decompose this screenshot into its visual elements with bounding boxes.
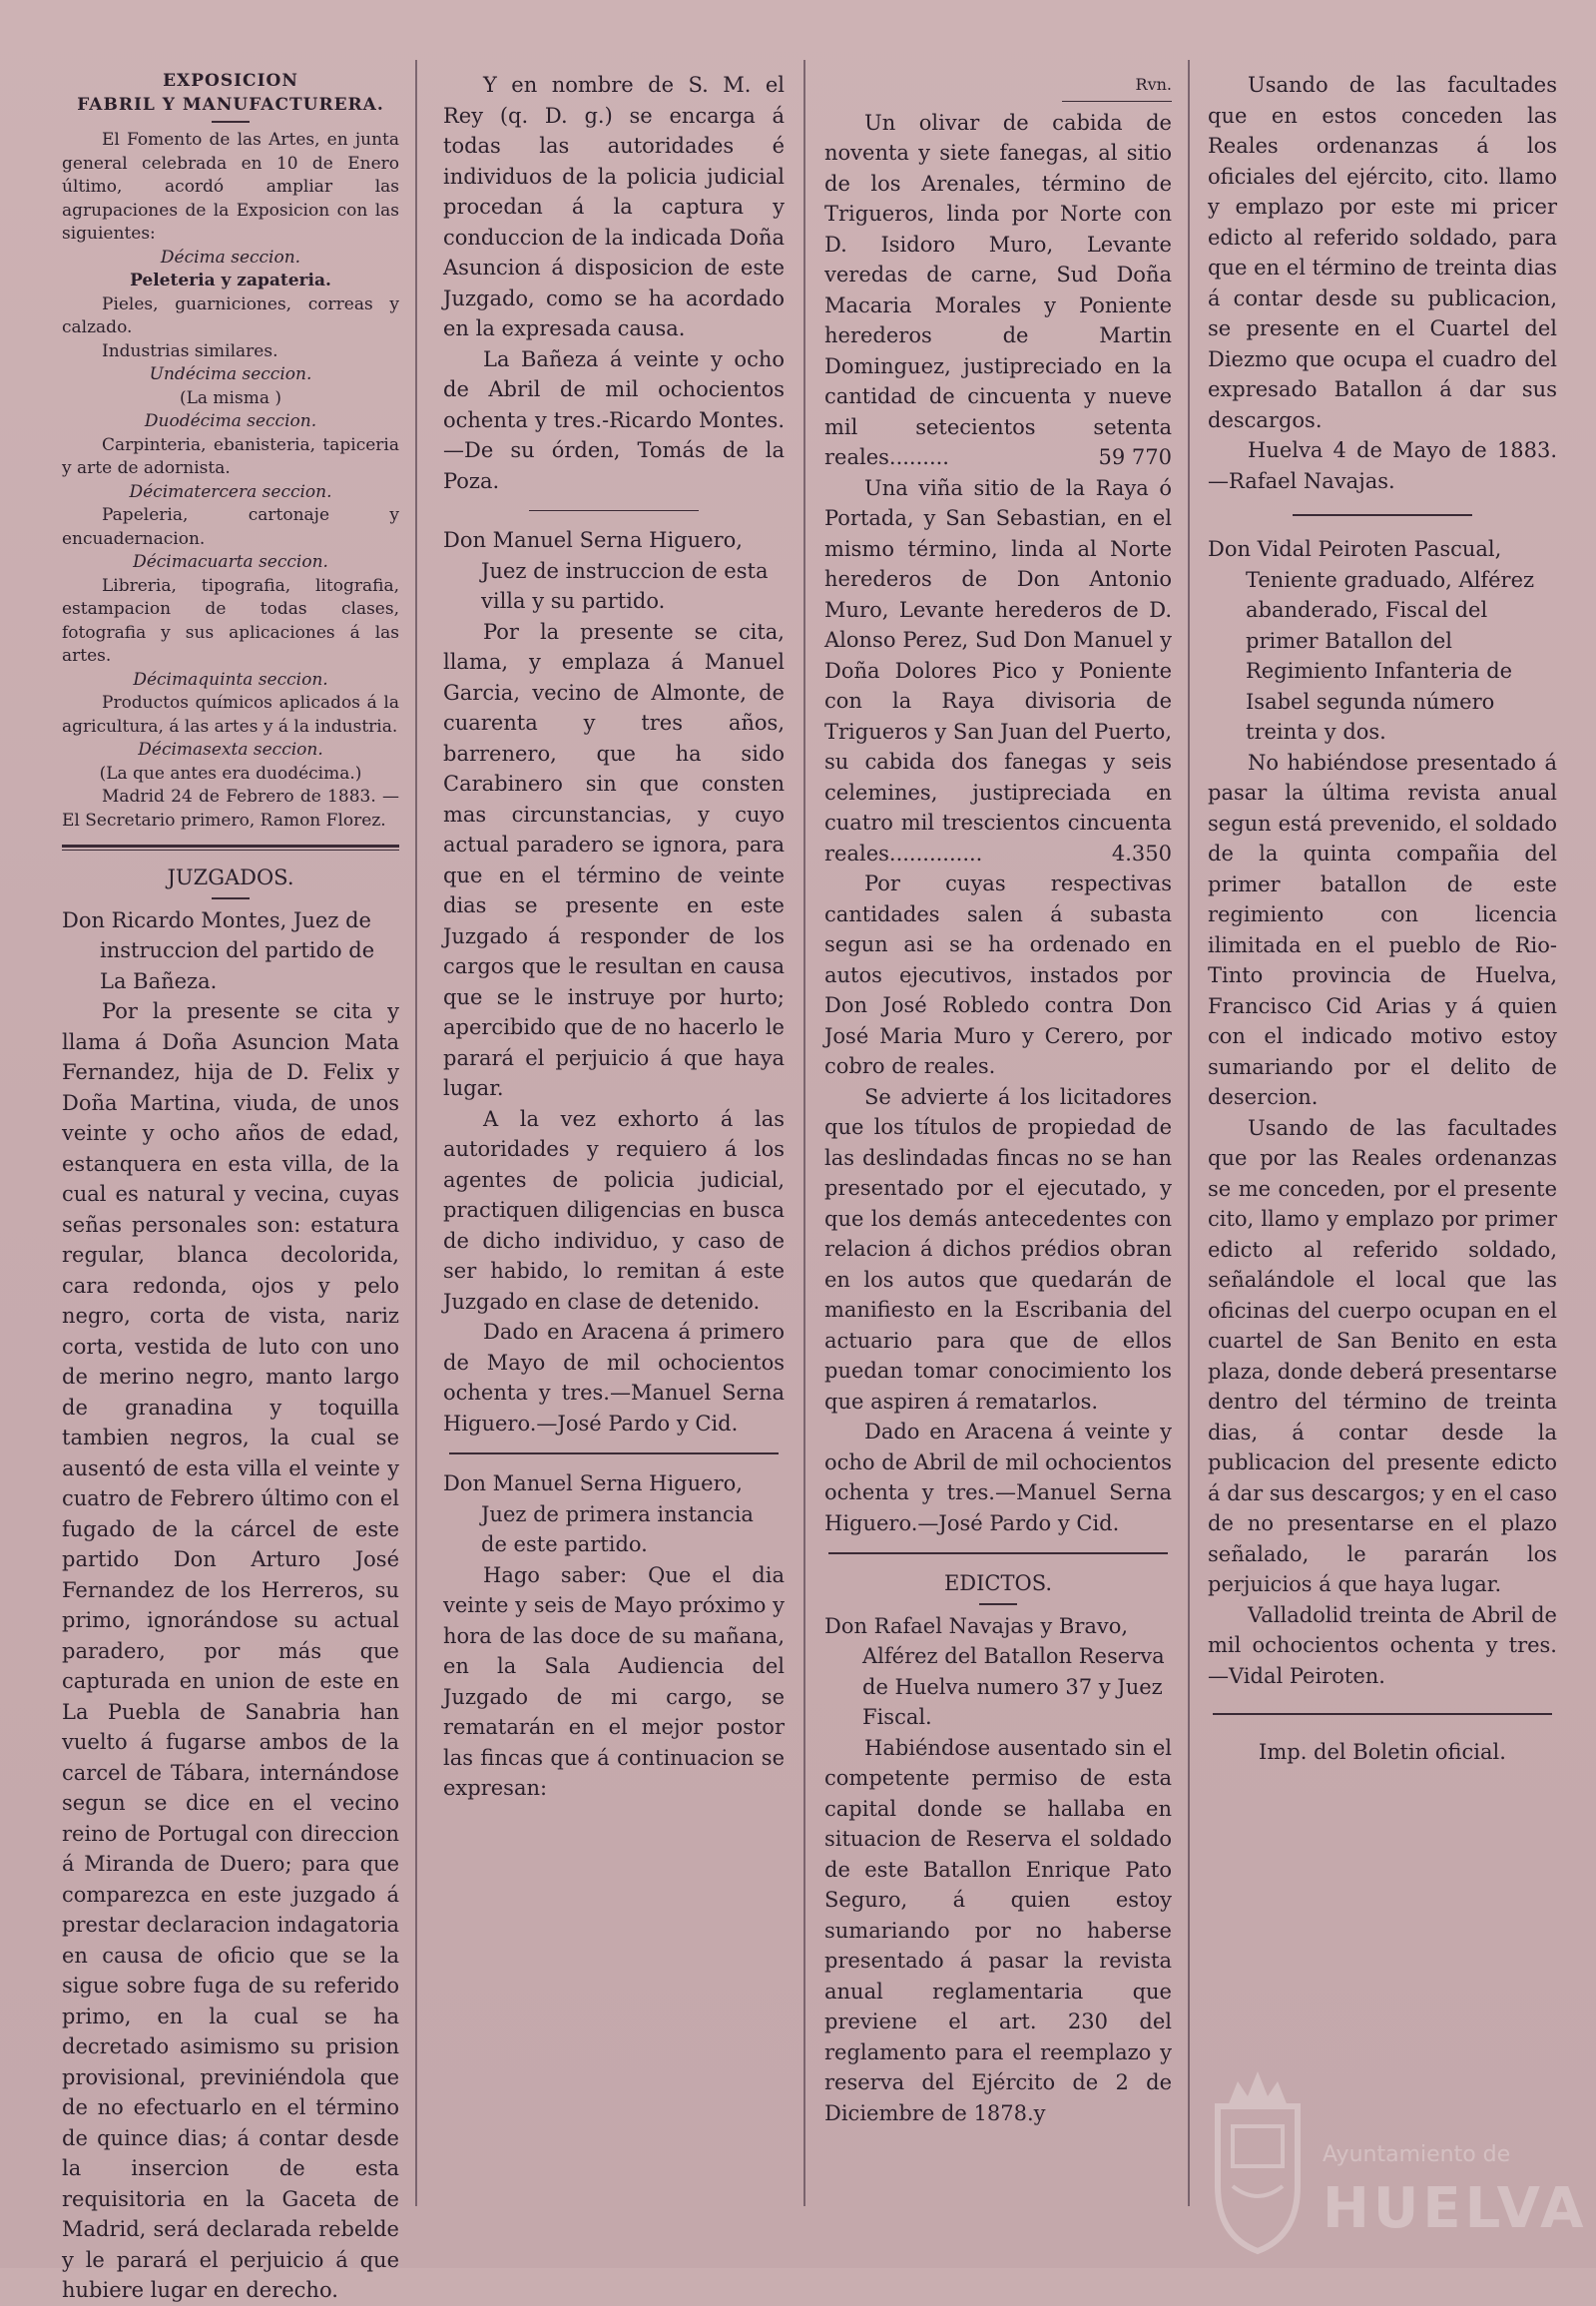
separator (828, 1552, 1168, 1554)
section-title: Décimasexta seccion. (138, 740, 323, 760)
property-value: 59 770 (1098, 445, 1172, 469)
section-title: Décimaquinta seccion. (133, 669, 328, 690)
edict-signature: Dado en Aracena á veinte y ocho de Abril de mil ochocientos ochenta y tres.—Manuel Serna Higuero.—José Pardo y Cid. (824, 1420, 1172, 1535)
edict-body: Por la presente se cita y llama á Doña Asuncion Mata Fernandez, hija de D. Felix y Doña Martina, viuda, de unos veinte y ocho años de edad, estanquera en esta villa, de la cual es natural y vecina, cuyas señas personales son: estatura regular, blanca decolorida, cara redonda, ojos y pelo negro, corta de vista, nariz corta, vestida de luto con uno de merino negro, manto largo de granadina y toquilla tambien negros, la cual se ausentó de esta villa el veinte y cuatro de Febrero último con el fugado de la cárcel de este partido Don Arturo José Fernandez de los Herreros, su primo, ignorándose su actual paradero, por más que capturada en union de este en La Puebla de Sanabria han vuelto á fugarse ambos de la carcel de Tábara, internándose segun se dice en el vecino reino de Portugal con direccion á Miranda de Duero; para que comparezca en este juzgado á prestar declaracion indagatoria en causa de oficio que se la sigue sobre fuga de su referido primo, en la cual se ha decretado asimismo su prision provisional, previniéndola que de no efectuarlo en el término de quince dias; á contar desde la insercion de esta requisitoria en la Gaceta de Madrid, será declarada rebelde y le parará el perjuicio á que hubiere lugar en derecho. (62, 999, 399, 2302)
property-description: Un olivar de cabida de noventa y siete fanegas, al sitio de los Arenales, término de Trigueros, linda por Norte con D. Isidoro Muro, Levante veredas de carne, Sud Doña Macaria Morales y Poniente herederos de Martin Dominguez, justipreciado en la cantidad de cincuenta y nueve mil setecientos setenta reales......... 59 770 (824, 108, 1172, 473)
section-subtitle: Peleteria y zapateria. (130, 271, 331, 290)
section-text: Libreria, tipografia, litografia, estampacion de todas clases, fotografia y sus aplicaciones á las artes. (62, 575, 399, 666)
edict-body: No habiéndose presentado á pasar la última revista anual segun está prevenido, el soldado de la quinta compañia del primer batallon de este regimiento con licencia ilimitada en el pueblo de Rio-Tinto provincia de Huelva, Francisco Cid Arias y á quien con el indicado motivo estoy sumariando por el delito de desercion. (1208, 750, 1557, 1109)
juzgados-title: JUZGADOS. (167, 865, 294, 889)
section-title: Décimatercera seccion. (129, 481, 332, 502)
edict-signature: La Bañeza á veinte y ocho de Abril de mil ochocientos ochenta y tres.-Ricardo Montes.—De su órden, Tomás de la Poza. (443, 346, 785, 493)
edict-heading: Don Manuel Serna Higuero, Juez de instruccion de esta villa y su partido. (443, 528, 769, 613)
exposicion-intro: El Fomento de las Artes, en junta general celebrada en 10 de Enero último, acordó ampliar las agrupaciones de la Exposicion con las siguientes: (62, 130, 399, 244)
watermark-line2: HUELVA (1323, 2176, 1588, 2241)
edict-body: Por cuyas respectivas cantidades salen á subasta segun asi se ha ordenado en autos ejecutivos, instados por Don José Robledo contra Don José Maria Muro y Cerero, por cobro de reales. (824, 871, 1172, 1078)
column-1 (62, 70, 399, 2302)
column-3 (824, 70, 1172, 2256)
exposicion-closing: Madrid 24 de Febrero de 1883. —El Secretario primero, Ramon Florez. (62, 787, 399, 831)
currency-label: Rvn. (1135, 75, 1172, 94)
column-2 (443, 70, 785, 2256)
watermark-line1: Ayuntamiento de (1323, 2142, 1511, 2167)
edict-body: Usando de las facultades que por las Reales ordenanzas se me conceden, por el presente cito, llamo y emplazo por primer edicto al referido soldado, señalándole el local que las oficinas del cuerpo ocupan en el cuartel de San Benito en esta plaza, donde deberá presentarse dentro del término de treinta dias, á contar desde la publicacion del presente edicto á dar sus descargos; y en el caso de no presentarse en el plazo señalado, le pararán los perjuicios á que haya lugar. (1208, 1115, 1557, 1596)
section-text: Carpinteria, ebanisteria, tapiceria y arte de adornista. (62, 434, 399, 478)
section-text: Papeleria, cartonaje y encuadernacion. (62, 505, 399, 549)
exposicion-title: EXPOSICION (163, 71, 298, 91)
imprint: Imp. del Boletin oficial. (1259, 1740, 1506, 1764)
property-value: 4.350 (1111, 841, 1172, 865)
property-description: Una viña sitio de la Raya ó Portada, y San Sebastian, en el mismo término, linda al Norte herederos de Don Antonio Muro, Levante herederos de D. Alonso Perez, Sud Don Manuel y Doña Dolores Pico y Poniente con la Raya divisoria de Trigueros y San Juan del Puerto, su cabida dos fanegas y seis celemines, justipreciada en cuatro mil trescientos cincuenta reales.............. 4.350 (824, 473, 1172, 869)
edict-heading: Don Rafael Navajas y Bravo, Alférez del Batallon Reserva de Huelva numero 37 y Juez Fiscal. (824, 1613, 1165, 1729)
separator (1213, 1713, 1552, 1715)
edictos-title: EDICTOS. (943, 1571, 1053, 1595)
edict-heading: Don Manuel Serna Higuero, Juez de primera instancia de este partido. (443, 1471, 754, 1556)
watermark (1203, 2066, 1588, 2256)
edict-heading: Don Vidal Peiroten Pascual, Teniente graduado, Alférez abanderado, Fiscal del primer Batallon del Regimiento Infanteria de Isabel segunda número treinta y dos. (1208, 537, 1535, 744)
edict-body: Y en nombre de S. M. el Rey (q. D. g.) se encarga á todas las autoridades é individuos de la policia judicial procedan á la captura y conduccion de la indicada Doña Asuncion á disposicion de este Juzgado, como se ha acordado en la expresada causa. (443, 73, 785, 340)
separator (529, 510, 699, 511)
section-title: Undécima seccion. (149, 364, 312, 384)
edict-body: Se advierte á los licitadores que los títulos de propiedad de las deslindadas fincas no se han presentado por el ejecutado, y que los demás antecedentes con relacion á dichos prédios obran en los autos que quedarán de manifiesto en la Escribania del actuario para que de ellos puedan tomar conocimiento los que aspiren á rematarlos. (824, 1084, 1172, 1414)
coat-of-arms-icon (1203, 2066, 1313, 2256)
column-divider (1188, 60, 1190, 2206)
edict-signature: Dado en Aracena á primero de Mayo de mil ochocientos ochenta y tres.—Manuel Serna Higuero.—José Pardo y Cid. (443, 1320, 785, 1436)
section-text: Pieles, guarniciones, correas y calzado. (62, 293, 399, 337)
separator (212, 121, 250, 123)
rule (1062, 101, 1172, 102)
column-divider (415, 60, 417, 2206)
double-rule (62, 845, 399, 851)
section-title: Duodécima seccion. (144, 411, 317, 431)
section-title: Décima seccion. (160, 247, 301, 268)
separator (212, 897, 250, 899)
edict-body: Por la presente se cita, llama, y emplaza á Manuel Garcia, vecino de Almonte, de cuarenta y tres años, barrenero, que ha sido Carabinero sin que consten mas circunstancias, y cuyo actual paradero se ignora, para que en el término de veinte dias se presente en este Juzgado á responder de los cargos que le resultan en causa que se le instruye por hurto; apercibido que de no hacerlo le parará el perjuicio á que haya lugar. (443, 619, 785, 1100)
edict-body: Hago saber: Que el dia veinte y seis de Mayo próximo y hora de las doce de su mañana, en la Sala Audiencia del Juzgado de mi cargo, se rematarán en el mejor postor las fincas que á continuacion se expresan: (443, 1562, 785, 1800)
section-text: Productos químicos aplicados á la agricultura, á las artes y á la industria. (62, 693, 399, 737)
separator (449, 1452, 779, 1454)
separator (979, 1603, 1017, 1605)
edict-heading: Don Ricardo Montes, Juez de instruccion del partido de La Bañeza. (62, 907, 375, 993)
edict-body: Usando de las facultades que en estos conceden las Reales ordenanzas á los oficiales del ejército, cito. llamo y emplazo por este mi pricer edicto al referido soldado, para que en el término de treinta dias á contar desde su publicacion, se presente en el Cuartel del Diezmo que ocupa el cuadro del expresado Batallon á dar sus descargos. (1208, 73, 1557, 432)
section-title: Décimacuarta seccion. (133, 552, 328, 572)
edict-body: Habiéndose ausentado sin el competente permiso de esta capital donde se hallaba en situacion de Reserva el soldado de este Batallon Enrique Pato Seguro, á quien estoy sumariando por no haberse presentado á pasar la revista anual reglamentaria que previene el art. 230 del reglamento para el reemplazo y reserva del Ejército de 2 de Diciembre de 1878.y (824, 1735, 1172, 2125)
edict-signature: Valladolid treinta de Abril de mil ochocientos ochenta y tres.—Vidal Peiroten. (1208, 1602, 1557, 1688)
column-4 (1208, 70, 1557, 2256)
edict-signature: Huelva 4 de Mayo de 1883. —Rafael Navajas. (1208, 438, 1557, 493)
exposicion-subtitle: FABRIL Y MANUFACTURERA. (77, 94, 384, 115)
section-text: (La que antes era duodécima.) (99, 763, 362, 784)
edict-body: A la vez exhorto á las autoridades y requiero á los agentes de policia judicial, practiquen diligencias en busca de dicho individuo, y caso de ser habido, lo remitan á este Juzgado en clase de detenido. (443, 1106, 785, 1314)
section-text: (La misma ) (179, 387, 282, 408)
section-text: Industrias similares. (102, 340, 278, 361)
column-divider (803, 60, 805, 2206)
separator (1293, 514, 1472, 516)
